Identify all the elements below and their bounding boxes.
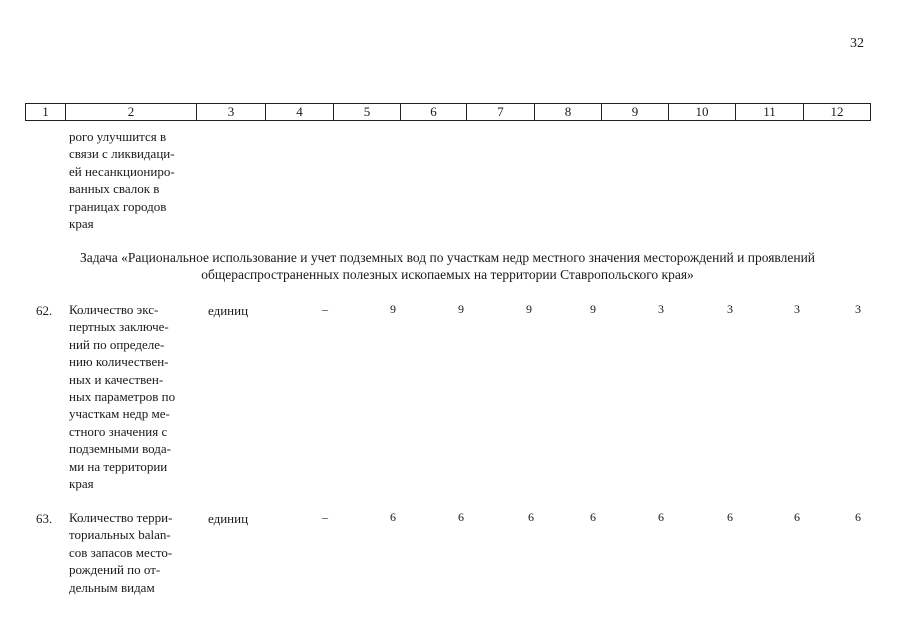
header-cell: 10 [669,104,736,121]
description-line: границах городов [69,198,167,214]
value-cell: 6 [458,510,464,524]
value-cell: 6 [658,510,664,524]
value-cell: 9 [526,302,532,316]
value-cell: 3 [794,302,800,316]
header-cell: 8 [535,104,602,121]
description-line: ей несанкциониро- [69,163,175,179]
description-line: ториальных balan- [69,527,171,543]
value-cell: 3 [727,302,733,316]
header-cell: 11 [736,104,804,121]
description-line: сов запасов место- [69,544,173,560]
task-heading: Задача «Рациональное использование и учет подземных вод по участкам недр местного значения месторождений и проявлений общераспространенных полезных ископаемых на территории Ставропольского края» [79,250,816,282]
value-cell: 3 [658,302,664,316]
header-row [26,104,871,121]
header-cell: 4 [266,104,334,121]
unit-cell: единиц [208,511,249,526]
value-cell: 6 [794,510,800,524]
header-cell: 3 [197,104,266,121]
description-line: участкам недр ме- [69,406,170,422]
value-cell: 6 [390,510,396,524]
value-cell: 6 [855,510,861,524]
description-line: связи с ликвидаци- [69,146,175,162]
row-number: 62. [36,303,53,318]
row-description [69,301,193,492]
value-cell: 9 [458,302,464,316]
header-cell: 2 [66,104,197,121]
value-cell: – [322,302,328,316]
header-cell: 9 [602,104,669,121]
description-line: Количество экс- [69,302,159,317]
description-line: стного значения с [69,423,168,439]
page-number: 32 [850,36,864,51]
header-cell: 1 [26,104,66,121]
header-cell: 7 [467,104,535,121]
value-cell: 6 [727,510,733,524]
continuation-description [69,128,193,232]
unit-cell: единиц [208,303,249,318]
header-cell: 12 [804,104,871,121]
value-cell: – [322,510,328,524]
description-line: края [69,216,94,232]
row-number: 63. [36,511,53,526]
column-number-header [25,103,871,121]
value-cell: 6 [590,510,596,524]
value-cell: 3 [855,302,861,316]
description-line: пертных заключе- [69,319,169,335]
description-line: ных и качествен- [69,371,164,387]
description-line: нию количествен- [69,354,169,370]
header-cell: 5 [334,104,401,121]
value-cell: 6 [528,510,534,524]
description-line: ми на территории [69,458,168,474]
value-cell: 9 [390,302,396,316]
description-line: дельным видам [69,579,155,595]
description-line: ванных свалок в [69,181,160,197]
description-line: ний по определе- [69,336,165,352]
description-line: подземными вода- [69,441,172,457]
description-line: Количество терри- [69,510,173,525]
description-line: рождений по от- [69,562,161,578]
description-line: рого улучшится в [69,129,167,144]
description-line: края [69,476,94,492]
header-cell: 6 [401,104,467,121]
row-description [69,509,193,596]
description-line: ных параметров по [69,389,176,405]
value-cell: 9 [590,302,596,316]
